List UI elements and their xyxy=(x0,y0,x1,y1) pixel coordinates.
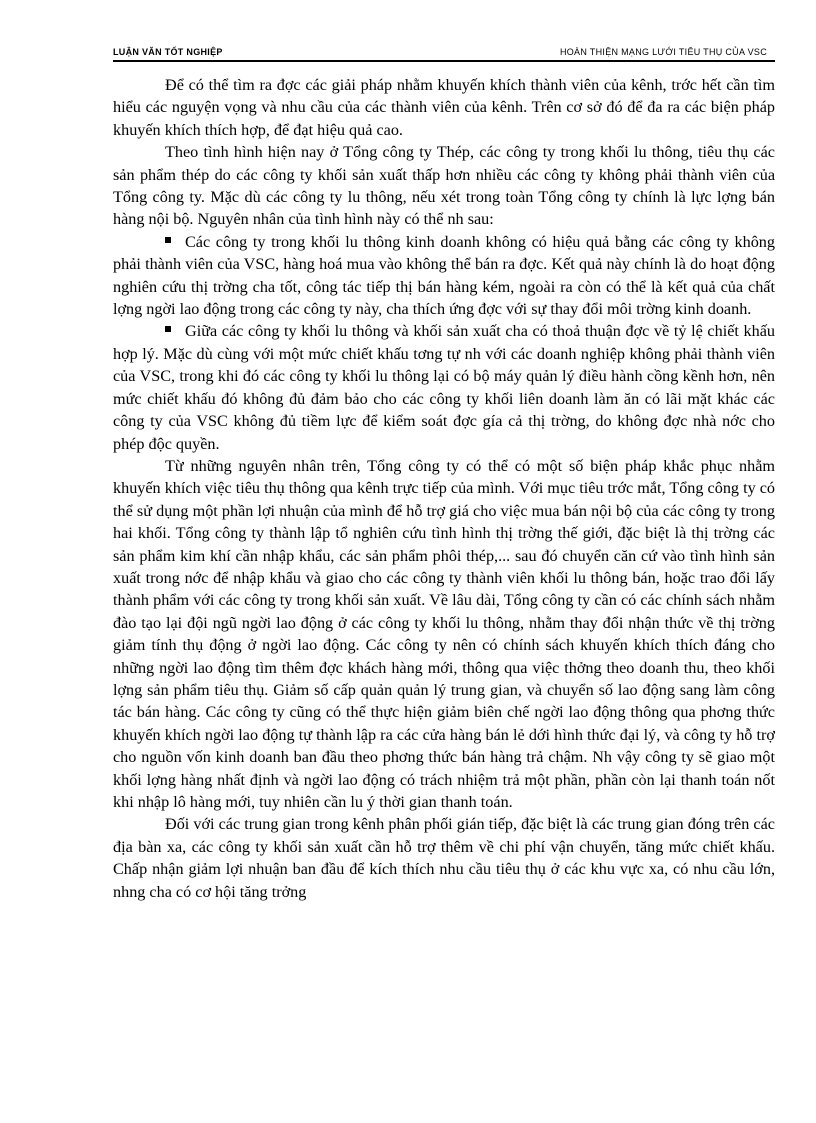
paragraph: Đối với các trung gian trong kênh phân phối gián tiếp, đặc biệt là các trung gian đóng trên các địa bàn xa, các công ty khối sản xuất cần hỗ trợ thêm về chi phí vận chuyển, tăng mức chiết khấu. Chấp nhận giảm lợi nhuận ban đầu để kích thích nhu cầu tiêu thụ ở các khu vực xa, có nhu cầu lớn, nhng cha có cơ hội tăng trởng xyxy=(113,815,775,901)
paragraph: Để có thể tìm ra đợc các giải pháp nhằm khuyến khích thành viên của kênh, trớc hết cần tìm hiểu các nguyện vọng và nhu cầu của các thành viên của kênh. Trên cơ sở đó để đa ra các biện pháp khuyến khích thích hợp, để đạt hiệu quả cao. xyxy=(113,76,775,139)
document-body xyxy=(113,74,775,903)
header-right-title: HOÀN THIỆN MẠNG LƯỚI TIÊU THỤ CỦA VSC xyxy=(559,47,767,57)
bullet-paragraph xyxy=(113,231,775,321)
paragraph: Theo tình hình hiện nay ở Tổng công ty Thép, các công ty trong khối lu thông, tiêu thụ các sản phẩm thép do các công ty khối sản xuất thấp hơn nhiều các công ty không phải thành viên của Tổng công ty. Mặc dù các công ty lu thông, nếu xét trong toàn Tổng công ty chính là lực lợng bán hàng nội bộ. Nguyên nhân của tình hình này có thể nh sau: xyxy=(113,143,775,229)
square-bullet-icon xyxy=(165,326,171,332)
bullet-paragraph xyxy=(113,320,775,454)
square-bullet-icon xyxy=(165,237,171,243)
bullet-text: Các công ty trong khối lu thông kinh doanh không có hiệu quả bằng các công ty không phải thành viên của VSC, hàng hoá mua vào không thể bán ra đợc. Kết quả này chính là do hoạt động nghiên cứu thị trờng cha tốt, công tác tiếp thị bán hàng kém, ngoài ra còn có thể là kết quả của chất lợng ngời lao động trong các công ty này, cha thích ứng đợc với sự thay đổi môi trờng kinh doanh. xyxy=(113,232,775,319)
page-header xyxy=(113,44,775,62)
bullet-text: Giữa các công ty khối lu thông và khối sản xuất cha có thoả thuận đợc về tỷ lệ chiết khấu hợp lý. Mặc dù cùng với một mức chiết khấu tơng tự nh với các doanh nghiệp không phải thành viên của VSC, trong khi đó các công ty khối lu thông lại có bộ máy quản lý điều hành cồng kềnh hơn, nên mức chiết khấu đó không đủ đảm bảo cho các công ty khối liên doanh làm ăn có lãi mặt khác các công ty của VSC không đủ tiềm lực để kiểm soát đợc gía cả thị trờng, do không đợc nhà nớc cho phép độc quyền. xyxy=(113,322,775,453)
paragraph: Từ những nguyên nhân trên, Tổng công ty có thể có một số biện pháp khắc phục nhằm khuyến khích việc tiêu thụ thông qua kênh trực tiếp của mình. Với mục tiêu trớc mắt, Tổng công ty có thể sử dụng một phần lợi nhuận của mình để hỗ trợ giá cho việc mua bán nội bộ của các công ty trong hai khối. Tổng công ty thành lập tổ nghiên cứu tình hình thị trờng thế giới, đặc biệt là thị trờng các sản phẩm kim khí cần nhập khẩu, các sản phẩm phôi thép,... sau đó chuyển căn cứ vào tình hình sản xuất trong nớc để nhập khẩu và giao cho các công ty thành viên khối lu thông bán, hoặc trao đổi lấy thành phẩm với các công ty trong khối sản xuất. Về lâu dài, Tổng công ty cần có các chính sách nhằm đào tạo lại đội ngũ ngời lao động ở các công ty khối lu thông, nhằm thay đổi nhận thức về thị trờng giảm tính thụ động ở ngời lao động. Các công ty nên có chính sách khuyến khích thích đáng cho những ngời lao động tìm thêm đợc khách hàng mới, thông qua việc thởng theo doanh thu, theo khối lợng sản phẩm tiêu thụ. Giảm số cấp quản quản lý trung gian, và chuyển số lao động sang làm công tác bán hàng. Các công ty cũng có thể thực hiện giảm biên chế ngời lao động thông qua phơng thức khuyến khích ngời lao động tự thành lập ra các cửa hàng bán lẻ dới hình thức đại lý, và công ty hỗ trợ cho nguồn vốn kinh doanh ban đầu theo phơng thức bán hàng trả chậm. Nh vậy công ty sẽ giao một khối lợng hàng nhất định và ngời lao động có trách nhiệm trả một phần, phần còn lại thanh toán nốt khi nhập lô hàng mới, tuy nhiên cần lu ý thời gian thanh toán. xyxy=(113,456,775,811)
header-left-title: LUẬN VĂN TỐT NGHIỆP xyxy=(113,47,223,57)
